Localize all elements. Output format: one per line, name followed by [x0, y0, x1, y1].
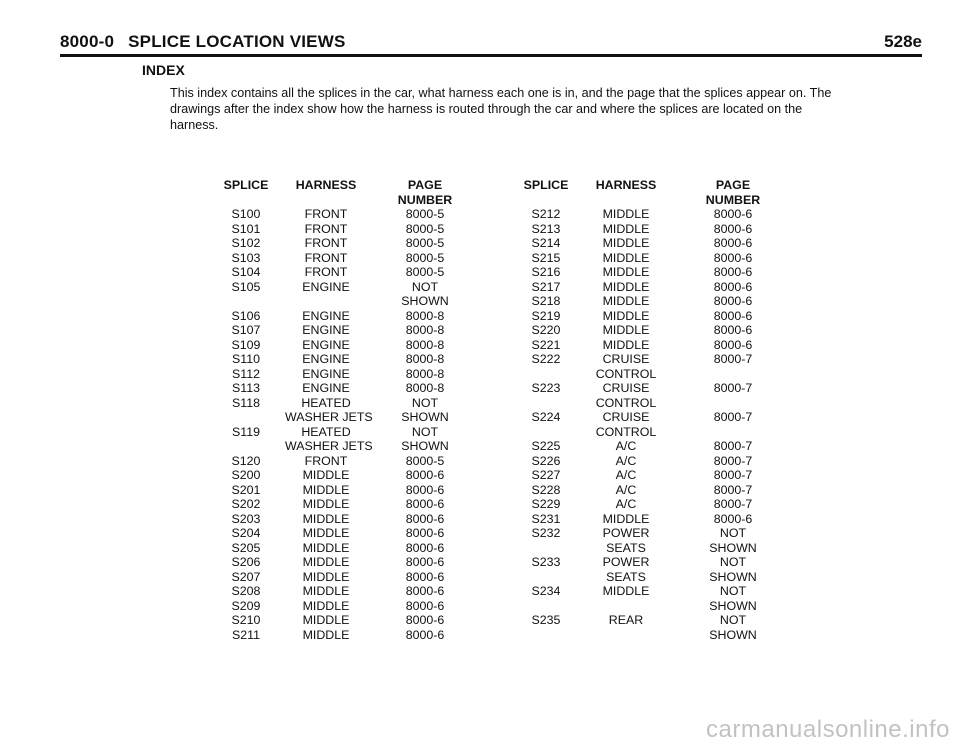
cell-page-right: 8000-6 — [713, 308, 753, 323]
cell-splice-right: S231 — [531, 511, 561, 526]
cell-page-right: 8000-6 — [713, 221, 753, 236]
cell-harness-left: ENGINE — [302, 308, 350, 323]
table-row — [0, 236, 960, 251]
section-heading — [60, 32, 345, 52]
cell-harness-left: ENGINE — [302, 323, 350, 337]
table-row — [0, 613, 960, 628]
cell-splice-right: S232 — [531, 526, 561, 540]
header-rule — [60, 54, 922, 57]
cell-harness-right: MIDDLE — [602, 584, 650, 598]
table-header-row — [0, 178, 960, 193]
cell-splice-left: S105 — [231, 279, 261, 294]
cell-harness-right: A/C — [615, 439, 637, 453]
cell-splice-left: S101 — [231, 221, 261, 236]
cell-splice-right: S226 — [531, 453, 561, 468]
cell-splice-left: S113 — [231, 381, 261, 395]
cell-page-left: 8000-5 — [405, 221, 445, 236]
cell-harness-left: ENGINE — [302, 381, 350, 395]
cell-splice-right: S216 — [531, 265, 561, 279]
cell-splice-left: S200 — [231, 468, 261, 482]
cell-splice-right: S234 — [531, 584, 561, 598]
cell-splice-left: S102 — [231, 236, 261, 250]
cell-splice-right: S235 — [531, 613, 561, 627]
cell-splice-left: S201 — [231, 482, 261, 497]
col-header-page-number-left: NUMBER — [397, 192, 453, 207]
cell-harness-left: MIDDLE — [302, 468, 350, 482]
table-row — [0, 555, 960, 570]
cell-harness-left: ENGINE — [302, 352, 350, 366]
cell-page-left: 8000-8 — [405, 352, 445, 366]
cell-page-left: 8000-6 — [405, 482, 445, 497]
cell-splice-left: S118 — [231, 395, 261, 410]
cell-splice-left: S203 — [231, 511, 261, 526]
cell-harness-left: ENGINE — [302, 279, 350, 294]
table-row — [0, 526, 960, 541]
cell-harness-left: MIDDLE — [302, 497, 350, 511]
cell-page-right: 8000-6 — [713, 294, 753, 308]
table-row — [0, 338, 960, 353]
cell-harness-right: REAR — [608, 613, 644, 627]
cell-splice-right: S229 — [531, 497, 561, 511]
cell-splice-left: S120 — [231, 453, 261, 468]
cell-page-left: 8000-6 — [405, 598, 445, 613]
cell-splice-right: S215 — [531, 250, 561, 265]
cell-page-right: 8000-6 — [713, 207, 753, 221]
cell-page-right: 8000-7 — [713, 381, 753, 395]
cell-harness-left: MIDDLE — [302, 627, 350, 642]
cell-splice-left: S211 — [231, 627, 261, 642]
cell-harness-left: MIDDLE — [302, 540, 350, 555]
cell-page-right: SHOWN — [709, 569, 757, 584]
cell-splice-right: S218 — [531, 294, 561, 308]
cell-splice-left: S112 — [231, 366, 261, 381]
table-header-row-2 — [0, 193, 960, 208]
table-row — [0, 294, 960, 309]
cell-harness-right: MIDDLE — [602, 337, 650, 352]
cell-splice-left: S119 — [231, 424, 261, 439]
table-row — [0, 541, 960, 556]
cell-page-left: 8000-5 — [405, 207, 445, 221]
cell-page-right: SHOWN — [709, 627, 757, 642]
table-row — [0, 584, 960, 599]
cell-splice-right: S222 — [531, 352, 561, 366]
cell-page-left: SHOWN — [401, 294, 449, 308]
cell-page-right: SHOWN — [709, 540, 757, 555]
cell-page-right: NOT — [719, 613, 747, 627]
table-row — [0, 497, 960, 512]
table-row — [0, 265, 960, 280]
table-row — [0, 570, 960, 585]
cell-harness-left: WASHER JETS — [285, 410, 373, 424]
cell-page-left: 8000-8 — [405, 308, 445, 323]
cell-harness-left: FRONT — [304, 250, 348, 265]
table-row — [0, 309, 960, 324]
cell-splice-left: S205 — [231, 540, 261, 555]
index-title: INDEX — [142, 62, 185, 78]
cell-page-left: 8000-6 — [405, 627, 445, 642]
cell-harness-right: CONTROL — [595, 424, 657, 439]
table-row — [0, 367, 960, 382]
table-row — [0, 454, 960, 469]
cell-splice-right: S220 — [531, 323, 561, 337]
cell-page-left: 8000-6 — [405, 613, 445, 627]
table-row — [0, 468, 960, 483]
cell-splice-left: S204 — [231, 526, 261, 540]
cell-page-left: 8000-6 — [405, 526, 445, 540]
cell-harness-right: A/C — [615, 497, 637, 511]
table-row — [0, 222, 960, 237]
table-row — [0, 425, 960, 440]
cell-page-left: 8000-6 — [405, 540, 445, 555]
cell-harness-left: ENGINE — [302, 366, 350, 381]
cell-splice-right: S225 — [531, 439, 561, 453]
col-header-splice-left: SPLICE — [223, 178, 269, 192]
cell-harness-right: MIDDLE — [602, 221, 650, 236]
col-header-splice-right: SPLICE — [523, 178, 569, 192]
cell-page-left: 8000-8 — [405, 323, 445, 337]
cell-page-right: 8000-6 — [713, 511, 753, 526]
table-row — [0, 280, 960, 295]
cell-splice-left: S210 — [231, 613, 261, 627]
cell-splice-left: S100 — [231, 207, 261, 221]
table-row — [0, 439, 960, 454]
cell-harness-right: MIDDLE — [602, 207, 650, 221]
col-header-page-left: PAGE — [407, 178, 443, 192]
cell-splice-right: S213 — [531, 221, 561, 236]
section-code: 8000-0 — [60, 32, 115, 51]
cell-splice-left: S107 — [231, 323, 261, 337]
cell-harness-right: SEATS — [606, 540, 646, 555]
table-row — [0, 352, 960, 367]
cell-harness-left: HEATED — [301, 424, 351, 439]
cell-page-right: 8000-7 — [713, 468, 753, 482]
cell-page-left: 8000-6 — [405, 511, 445, 526]
cell-harness-left: FRONT — [304, 221, 348, 236]
cell-harness-left: MIDDLE — [302, 526, 350, 540]
cell-splice-left: S208 — [231, 584, 261, 598]
cell-page-right: 8000-6 — [713, 323, 753, 337]
cell-splice-right: S212 — [531, 207, 561, 221]
cell-page-left: 8000-8 — [405, 366, 445, 381]
cell-splice-left: S103 — [231, 250, 261, 265]
cell-page-left: 8000-5 — [405, 453, 445, 468]
cell-page-left: NOT — [411, 395, 439, 410]
cell-harness-right: CRUISE — [602, 410, 650, 424]
cell-page-right: 8000-6 — [713, 236, 753, 250]
cell-harness-left: FRONT — [304, 236, 348, 250]
cell-splice-right: S228 — [531, 482, 561, 497]
table-row — [0, 599, 960, 614]
cell-harness-left: MIDDLE — [302, 584, 350, 598]
cell-page-right: 8000-7 — [713, 453, 753, 468]
cell-harness-right: MIDDLE — [602, 308, 650, 323]
cell-harness-right: A/C — [615, 482, 637, 497]
cell-splice-left: S106 — [231, 308, 261, 323]
cell-splice-right: S221 — [531, 337, 561, 352]
cell-splice-left: S104 — [231, 265, 261, 279]
cell-splice-right: S224 — [531, 410, 561, 424]
table-row — [0, 628, 960, 643]
cell-harness-left: MIDDLE — [302, 511, 350, 526]
cell-harness-right: MIDDLE — [602, 279, 650, 294]
col-header-harness-right: HARNESS — [595, 178, 657, 192]
cell-page-right: NOT — [719, 526, 747, 540]
cell-harness-right: CRUISE — [602, 352, 650, 366]
cell-harness-left: FRONT — [304, 265, 348, 279]
cell-splice-left: S202 — [231, 497, 261, 511]
cell-page-left: 8000-6 — [405, 584, 445, 598]
cell-page-left: SHOWN — [401, 439, 449, 453]
cell-harness-left: ENGINE — [302, 337, 350, 352]
cell-page-right: 8000-7 — [713, 497, 753, 511]
cell-harness-right: CRUISE — [602, 381, 650, 395]
cell-page-right: 8000-7 — [713, 410, 753, 424]
splice-index-table — [0, 178, 960, 642]
cell-harness-right: MIDDLE — [602, 250, 650, 265]
intro-paragraph: This index contains all the splices in the car, what harness each one is in, and the page that the splices appear on. The drawings after the index show how the harness is routed through the car and where the splices are located on the harness. — [170, 86, 832, 132]
cell-splice-left: S209 — [231, 598, 261, 613]
cell-page-left: 8000-8 — [405, 337, 445, 352]
cell-page-right: 8000-6 — [713, 337, 753, 352]
cell-page-left: 8000-6 — [405, 569, 445, 584]
cell-harness-right: POWER — [602, 526, 650, 540]
cell-page-left: 8000-5 — [405, 236, 445, 250]
cell-page-right: NOT — [719, 555, 747, 569]
model-label: 528e — [884, 32, 922, 51]
page-header — [60, 32, 922, 54]
cell-page-right: 8000-7 — [713, 482, 753, 497]
cell-page-right: 8000-7 — [713, 439, 753, 453]
cell-page-left: SHOWN — [401, 410, 449, 424]
cell-page-left: 8000-6 — [405, 468, 445, 482]
cell-page-left: 8000-5 — [405, 265, 445, 279]
cell-harness-left: MIDDLE — [302, 613, 350, 627]
cell-harness-left: WASHER JETS — [285, 439, 373, 453]
cell-page-left: 8000-6 — [405, 555, 445, 569]
cell-splice-left: S207 — [231, 569, 261, 584]
cell-page-left: 8000-5 — [405, 250, 445, 265]
cell-harness-right: A/C — [615, 468, 637, 482]
cell-harness-left: MIDDLE — [302, 482, 350, 497]
cell-harness-right: SEATS — [606, 569, 646, 584]
cell-harness-left: FRONT — [304, 453, 348, 468]
table-row — [0, 251, 960, 266]
cell-page-right: 8000-7 — [713, 352, 753, 366]
cell-splice-right: S227 — [531, 468, 561, 482]
cell-splice-right: S219 — [531, 308, 561, 323]
cell-harness-right: MIDDLE — [602, 323, 650, 337]
cell-splice-right: S214 — [531, 236, 561, 250]
table-row — [0, 410, 960, 425]
col-header-page-right: PAGE — [715, 178, 751, 192]
cell-harness-right: MIDDLE — [602, 294, 650, 308]
cell-page-left: NOT — [411, 279, 439, 294]
cell-splice-left: S109 — [231, 337, 261, 352]
cell-harness-left: FRONT — [304, 207, 348, 221]
cell-harness-left: HEATED — [301, 395, 351, 410]
cell-page-right: SHOWN — [709, 598, 757, 613]
cell-harness-right: MIDDLE — [602, 265, 650, 279]
table-row — [0, 483, 960, 498]
cell-harness-left: MIDDLE — [302, 555, 350, 569]
col-header-harness-left: HARNESS — [295, 178, 357, 192]
cell-harness-right: MIDDLE — [602, 236, 650, 250]
table-row — [0, 323, 960, 338]
cell-splice-left: S206 — [231, 555, 261, 569]
cell-page-left: 8000-6 — [405, 497, 445, 511]
cell-splice-right: S223 — [531, 381, 561, 395]
cell-page-right: 8000-6 — [713, 250, 753, 265]
cell-page-left: NOT — [411, 424, 439, 439]
cell-splice-right: S233 — [531, 555, 561, 569]
table-row — [0, 381, 960, 396]
table-row — [0, 512, 960, 527]
cell-page-right: 8000-6 — [713, 265, 753, 279]
cell-page-left: 8000-8 — [405, 381, 445, 395]
cell-harness-right: MIDDLE — [602, 511, 650, 526]
watermark: carmanualsonline.info — [706, 716, 950, 743]
cell-harness-right: CONTROL — [595, 366, 657, 381]
cell-harness-right: POWER — [602, 555, 650, 569]
cell-harness-left: MIDDLE — [302, 569, 350, 584]
cell-harness-right: CONTROL — [595, 395, 657, 410]
table-body — [0, 207, 960, 642]
table-row — [0, 207, 960, 222]
cell-harness-left: MIDDLE — [302, 598, 350, 613]
section-title: SPLICE LOCATION VIEWS — [128, 32, 346, 51]
cell-splice-right: S217 — [531, 279, 561, 294]
cell-page-right: 8000-6 — [713, 279, 753, 294]
col-header-page-number-right: NUMBER — [705, 192, 761, 207]
cell-splice-left: S110 — [231, 352, 261, 366]
cell-page-right: NOT — [719, 584, 747, 598]
cell-harness-right: A/C — [615, 453, 637, 468]
table-row — [0, 396, 960, 411]
